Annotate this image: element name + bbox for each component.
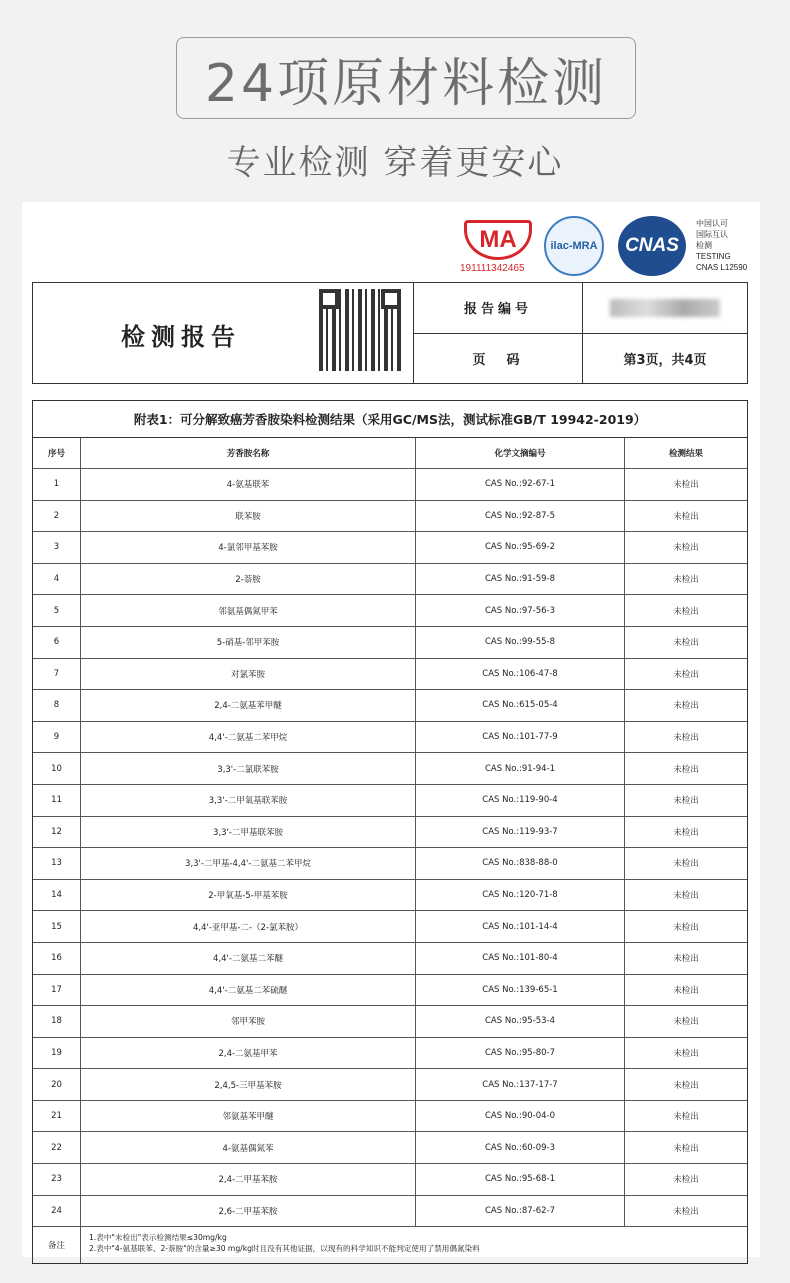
row-no: 6 xyxy=(33,627,81,658)
table-header-row xyxy=(33,438,747,469)
row-result: 未检出 xyxy=(673,1048,699,1059)
table-row xyxy=(33,848,747,880)
qr-code-icon xyxy=(319,289,401,371)
row-name: 2,6-二甲基苯胺 xyxy=(81,1196,416,1227)
table-row xyxy=(33,532,747,564)
redacted-report-number xyxy=(610,299,720,317)
row-name: 对氯苯胺 xyxy=(81,659,416,690)
table-row xyxy=(33,975,747,1007)
table-row xyxy=(33,1069,747,1101)
row-result: 未检出 xyxy=(673,1112,699,1123)
row-cas: CAS No.:120-71-8 xyxy=(416,880,625,911)
table-row xyxy=(33,1006,747,1038)
row-name: 3,3'-二甲氧基联苯胺 xyxy=(81,785,416,816)
row-name: 3,3'-二甲基联苯胺 xyxy=(81,817,416,848)
table-caption: 附表1：可分解致癌芳香胺染料检测结果（采用GC/MS法，测试标准GB/T 19942-2019） xyxy=(33,401,747,438)
table-row xyxy=(33,659,747,691)
row-cas: CAS No.:119-90-4 xyxy=(416,785,625,816)
row-cas: CAS No.:92-87-5 xyxy=(416,501,625,532)
page-label: 页 码 xyxy=(414,334,583,384)
cnas-line: TESTING xyxy=(696,252,731,261)
row-result: 未检出 xyxy=(673,1175,699,1186)
row-result: 未检出 xyxy=(673,1080,699,1091)
table-row xyxy=(33,880,747,912)
ma-badge-icon: MA xyxy=(464,220,532,260)
row-no: 15 xyxy=(33,911,81,942)
row-no: 7 xyxy=(33,659,81,690)
report-number-value xyxy=(583,283,747,333)
row-no: 20 xyxy=(33,1069,81,1100)
row-name: 5-硝基-邻甲苯胺 xyxy=(81,627,416,658)
row-result: 未检出 xyxy=(673,1143,699,1154)
report-document xyxy=(22,202,760,1257)
table-row xyxy=(33,943,747,975)
page-row xyxy=(414,334,747,384)
row-cas: CAS No.:101-77-9 xyxy=(416,722,625,753)
note-line: 1.表中"未检出"表示检测结果≤30mg/kg xyxy=(89,1233,227,1243)
row-cas: CAS No.:838-88-0 xyxy=(416,848,625,879)
row-no: 1 xyxy=(33,469,81,500)
report-number-label: 报告编号 xyxy=(414,283,583,333)
row-name: 2,4-二氨基甲苯 xyxy=(81,1038,416,1069)
report-number-row xyxy=(414,283,747,334)
header-result: 检测结果 xyxy=(668,449,703,459)
row-no: 22 xyxy=(33,1132,81,1163)
row-result: 未检出 xyxy=(673,511,699,522)
row-result: 未检出 xyxy=(673,796,699,807)
report-title-cell xyxy=(33,283,414,383)
row-cas: CAS No.:95-68-1 xyxy=(416,1164,625,1195)
table-row xyxy=(33,1038,747,1070)
row-name: 2,4,5-三甲基苯胺 xyxy=(81,1069,416,1100)
cnas-caption xyxy=(696,218,747,273)
ilac-mra-logo: ilac-MRA xyxy=(544,216,604,276)
row-cas: CAS No.:137-17-7 xyxy=(416,1069,625,1100)
row-cas: CAS No.:97-56-3 xyxy=(416,595,625,626)
row-name: 4,4'-亚甲基-二-（2-氯苯胺） xyxy=(81,911,416,942)
table-row xyxy=(33,595,747,627)
row-name: 2,4-二甲基苯胺 xyxy=(81,1164,416,1195)
ma-number: 191111342465 xyxy=(460,263,525,274)
row-cas: CAS No.:139-65-1 xyxy=(416,975,625,1006)
row-no: 19 xyxy=(33,1038,81,1069)
table-row xyxy=(33,564,747,596)
table-row xyxy=(33,627,747,659)
row-cas: CAS No.:615-05-4 xyxy=(416,690,625,721)
row-cas: CAS No.:95-69-2 xyxy=(416,532,625,563)
row-cas: CAS No.:95-53-4 xyxy=(416,1006,625,1037)
row-no: 10 xyxy=(33,753,81,784)
row-result: 未检出 xyxy=(673,575,699,586)
table-row xyxy=(33,722,747,754)
table-row xyxy=(33,501,747,533)
row-no: 9 xyxy=(33,722,81,753)
row-result: 未检出 xyxy=(673,638,699,649)
row-no: 21 xyxy=(33,1101,81,1132)
page-value: 第3页，共4页 xyxy=(623,352,707,368)
row-cas: CAS No.:87-62-7 xyxy=(416,1196,625,1227)
row-cas: CAS No.:91-94-1 xyxy=(416,753,625,784)
cma-logo xyxy=(460,212,538,282)
cnas-line: 国际互认 xyxy=(696,230,728,239)
row-no: 18 xyxy=(33,1006,81,1037)
row-name: 4,4'-二氨基二苯硫醚 xyxy=(81,975,416,1006)
row-no: 8 xyxy=(33,690,81,721)
table-row xyxy=(33,1196,747,1228)
note-line: 2.表中"4-氨基联苯、2-萘胺"的含量≥30 mg/kg时且没有其他证据，以现有的科学知识不能判定使用了禁用偶氮染料 xyxy=(89,1244,480,1254)
row-no: 24 xyxy=(33,1196,81,1227)
row-result: 未检出 xyxy=(673,669,699,680)
row-cas: CAS No.:95-80-7 xyxy=(416,1038,625,1069)
row-name: 联苯胺 xyxy=(81,501,416,532)
row-result: 未检出 xyxy=(673,606,699,617)
row-name: 2-萘胺 xyxy=(81,564,416,595)
table-row xyxy=(33,1164,747,1196)
row-cas: CAS No.:91-59-8 xyxy=(416,564,625,595)
row-result: 未检出 xyxy=(673,954,699,965)
row-cas: CAS No.:106-47-8 xyxy=(416,659,625,690)
row-cas: CAS No.:101-14-4 xyxy=(416,911,625,942)
row-no: 16 xyxy=(33,943,81,974)
header-cas: 化学文摘编号 xyxy=(416,438,625,468)
row-no: 11 xyxy=(33,785,81,816)
row-result: 未检出 xyxy=(673,733,699,744)
row-no: 14 xyxy=(33,880,81,911)
table-row xyxy=(33,785,747,817)
row-result: 未检出 xyxy=(673,480,699,491)
notes-row xyxy=(33,1227,747,1263)
table-row xyxy=(33,469,747,501)
table-row xyxy=(33,690,747,722)
row-cas: CAS No.:99-55-8 xyxy=(416,627,625,658)
row-name: 4,4'-二氨基二苯醚 xyxy=(81,943,416,974)
row-no: 13 xyxy=(33,848,81,879)
table-row xyxy=(33,1132,747,1164)
cnas-line: CNAS L12590 xyxy=(696,263,748,272)
row-name: 2-甲氧基-5-甲基苯胺 xyxy=(81,880,416,911)
row-name: 邻氨基苯甲醚 xyxy=(81,1101,416,1132)
row-result: 未检出 xyxy=(673,764,699,775)
row-no: 23 xyxy=(33,1164,81,1195)
row-no: 17 xyxy=(33,975,81,1006)
notes-text xyxy=(81,1227,747,1263)
table-body xyxy=(33,469,747,1227)
row-name: 4-氨基联苯 xyxy=(81,469,416,500)
report-meta xyxy=(414,283,747,383)
row-no: 12 xyxy=(33,817,81,848)
report-title: 检测报告 xyxy=(121,323,241,351)
row-result: 未检出 xyxy=(673,827,699,838)
header-no: 序号 xyxy=(33,438,81,468)
banner-title: 24项原材料检测 xyxy=(176,37,636,119)
row-name: 4-氯邻甲基苯胺 xyxy=(81,532,416,563)
row-result: 未检出 xyxy=(673,985,699,996)
row-cas: CAS No.:90-04-0 xyxy=(416,1101,625,1132)
row-result: 未检出 xyxy=(673,859,699,870)
table-row xyxy=(33,753,747,785)
table-row xyxy=(33,817,747,849)
row-result: 未检出 xyxy=(673,543,699,554)
header-name: 芳香胺名称 xyxy=(81,438,416,468)
row-name: 邻甲苯胺 xyxy=(81,1006,416,1037)
row-cas: CAS No.:60-09-3 xyxy=(416,1132,625,1163)
row-cas: CAS No.:101-80-4 xyxy=(416,943,625,974)
row-cas: CAS No.:119-93-7 xyxy=(416,817,625,848)
row-result: 未检出 xyxy=(673,701,699,712)
banner-subtitle: 专业检测 穿着更安心 xyxy=(226,143,564,183)
row-no: 4 xyxy=(33,564,81,595)
row-result: 未检出 xyxy=(673,891,699,902)
row-name: 3,3'-二氯联苯胺 xyxy=(81,753,416,784)
row-no: 5 xyxy=(33,595,81,626)
row-result: 未检出 xyxy=(673,1206,699,1217)
results-table xyxy=(32,400,748,1264)
notes-label: 备注 xyxy=(33,1227,81,1263)
cnas-logo: CNAS xyxy=(618,216,686,276)
report-header xyxy=(32,282,748,384)
certification-logos xyxy=(460,212,760,280)
row-result: 未检出 xyxy=(673,922,699,933)
row-cas: CAS No.:92-67-1 xyxy=(416,469,625,500)
row-name: 4-氨基偶氮苯 xyxy=(81,1132,416,1163)
row-no: 2 xyxy=(33,501,81,532)
row-name: 4,4'-二氨基二苯甲烷 xyxy=(81,722,416,753)
table-row xyxy=(33,1101,747,1133)
row-name: 3,3'-二甲基-4,4'-二氨基二苯甲烷 xyxy=(81,848,416,879)
cnas-line: 中国认可 xyxy=(696,219,728,228)
row-name: 2,4-二氨基苯甲醚 xyxy=(81,690,416,721)
row-no: 3 xyxy=(33,532,81,563)
row-result: 未检出 xyxy=(673,1017,699,1028)
row-name: 邻氨基偶氮甲苯 xyxy=(81,595,416,626)
table-row xyxy=(33,911,747,943)
cnas-line: 检测 xyxy=(696,241,712,250)
